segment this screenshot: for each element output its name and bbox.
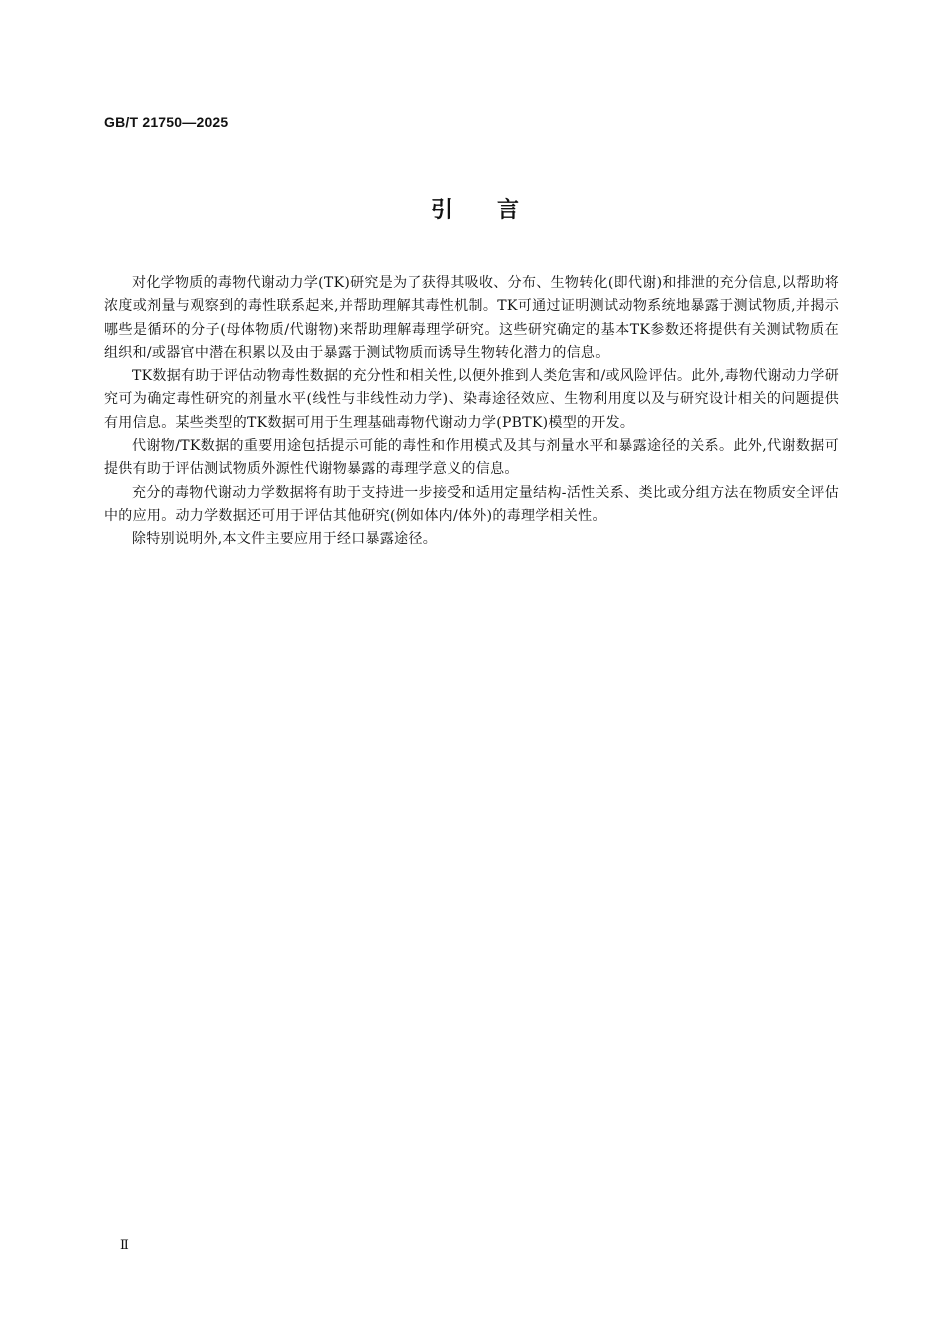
page-title: 引言 <box>430 198 563 223</box>
paragraph-2: TK数据有助于评估动物毒性数据的充分性和相关性,以便外推到人类危害和/或风险评估。此外,毒物代谢动力学研究可为确定毒性研究的剂量水平(线性与非线性动力学)、染毒途径效应、生物利用度以及与研究设计相关的问题提供有用信息。某些类型的TK数据可用于生理基础毒物代谢动力学(PBTK)模型的开发。 <box>104 368 840 431</box>
paragraph-4: 充分的毒物代谢动力学数据将有助于支持进一步接受和适用定量结构-活性关系、类比或分组方法在物质安全评估中的应用。动力学数据还可用于评估其他研究(例如体内/体外)的毒理学相关性。 <box>104 484 839 524</box>
page-number: Ⅱ <box>120 1238 129 1253</box>
paragraph-1: 对化学物质的毒物代谢动力学(TK)研究是为了获得其吸收、分布、生物转化(即代谢)和排泄的充分信息,以帮助将浓度或剂量与观察到的毒性联系起来,并帮助理解其毒性机制。TK可通过证明测试动物系统地暴露于测试物质,并揭示哪些是循环的分子(母体物质/代谢物)来帮助理解毒理学研究。这些研究确定的基本TK参数还将提供有关测试物质在组织和/或器官中潜在积累以及由于暴露于测试物质而诱导生物转化潜力的信息。 <box>104 275 839 361</box>
introduction-body <box>104 272 839 552</box>
paragraph-5: 除特别说明外,本文件主要应用于经口暴露途径。 <box>132 531 438 548</box>
standard-code: GB/T 21750—2025 <box>104 114 229 130</box>
paragraph-3: 代谢物/TK数据的重要用途包括提示可能的毒性和作用模式及其与剂量水平和暴露途径的关系。此外,代谢数据可提供有助于评估测试物质外源性代谢物暴露的毒理学意义的信息。 <box>104 438 839 478</box>
